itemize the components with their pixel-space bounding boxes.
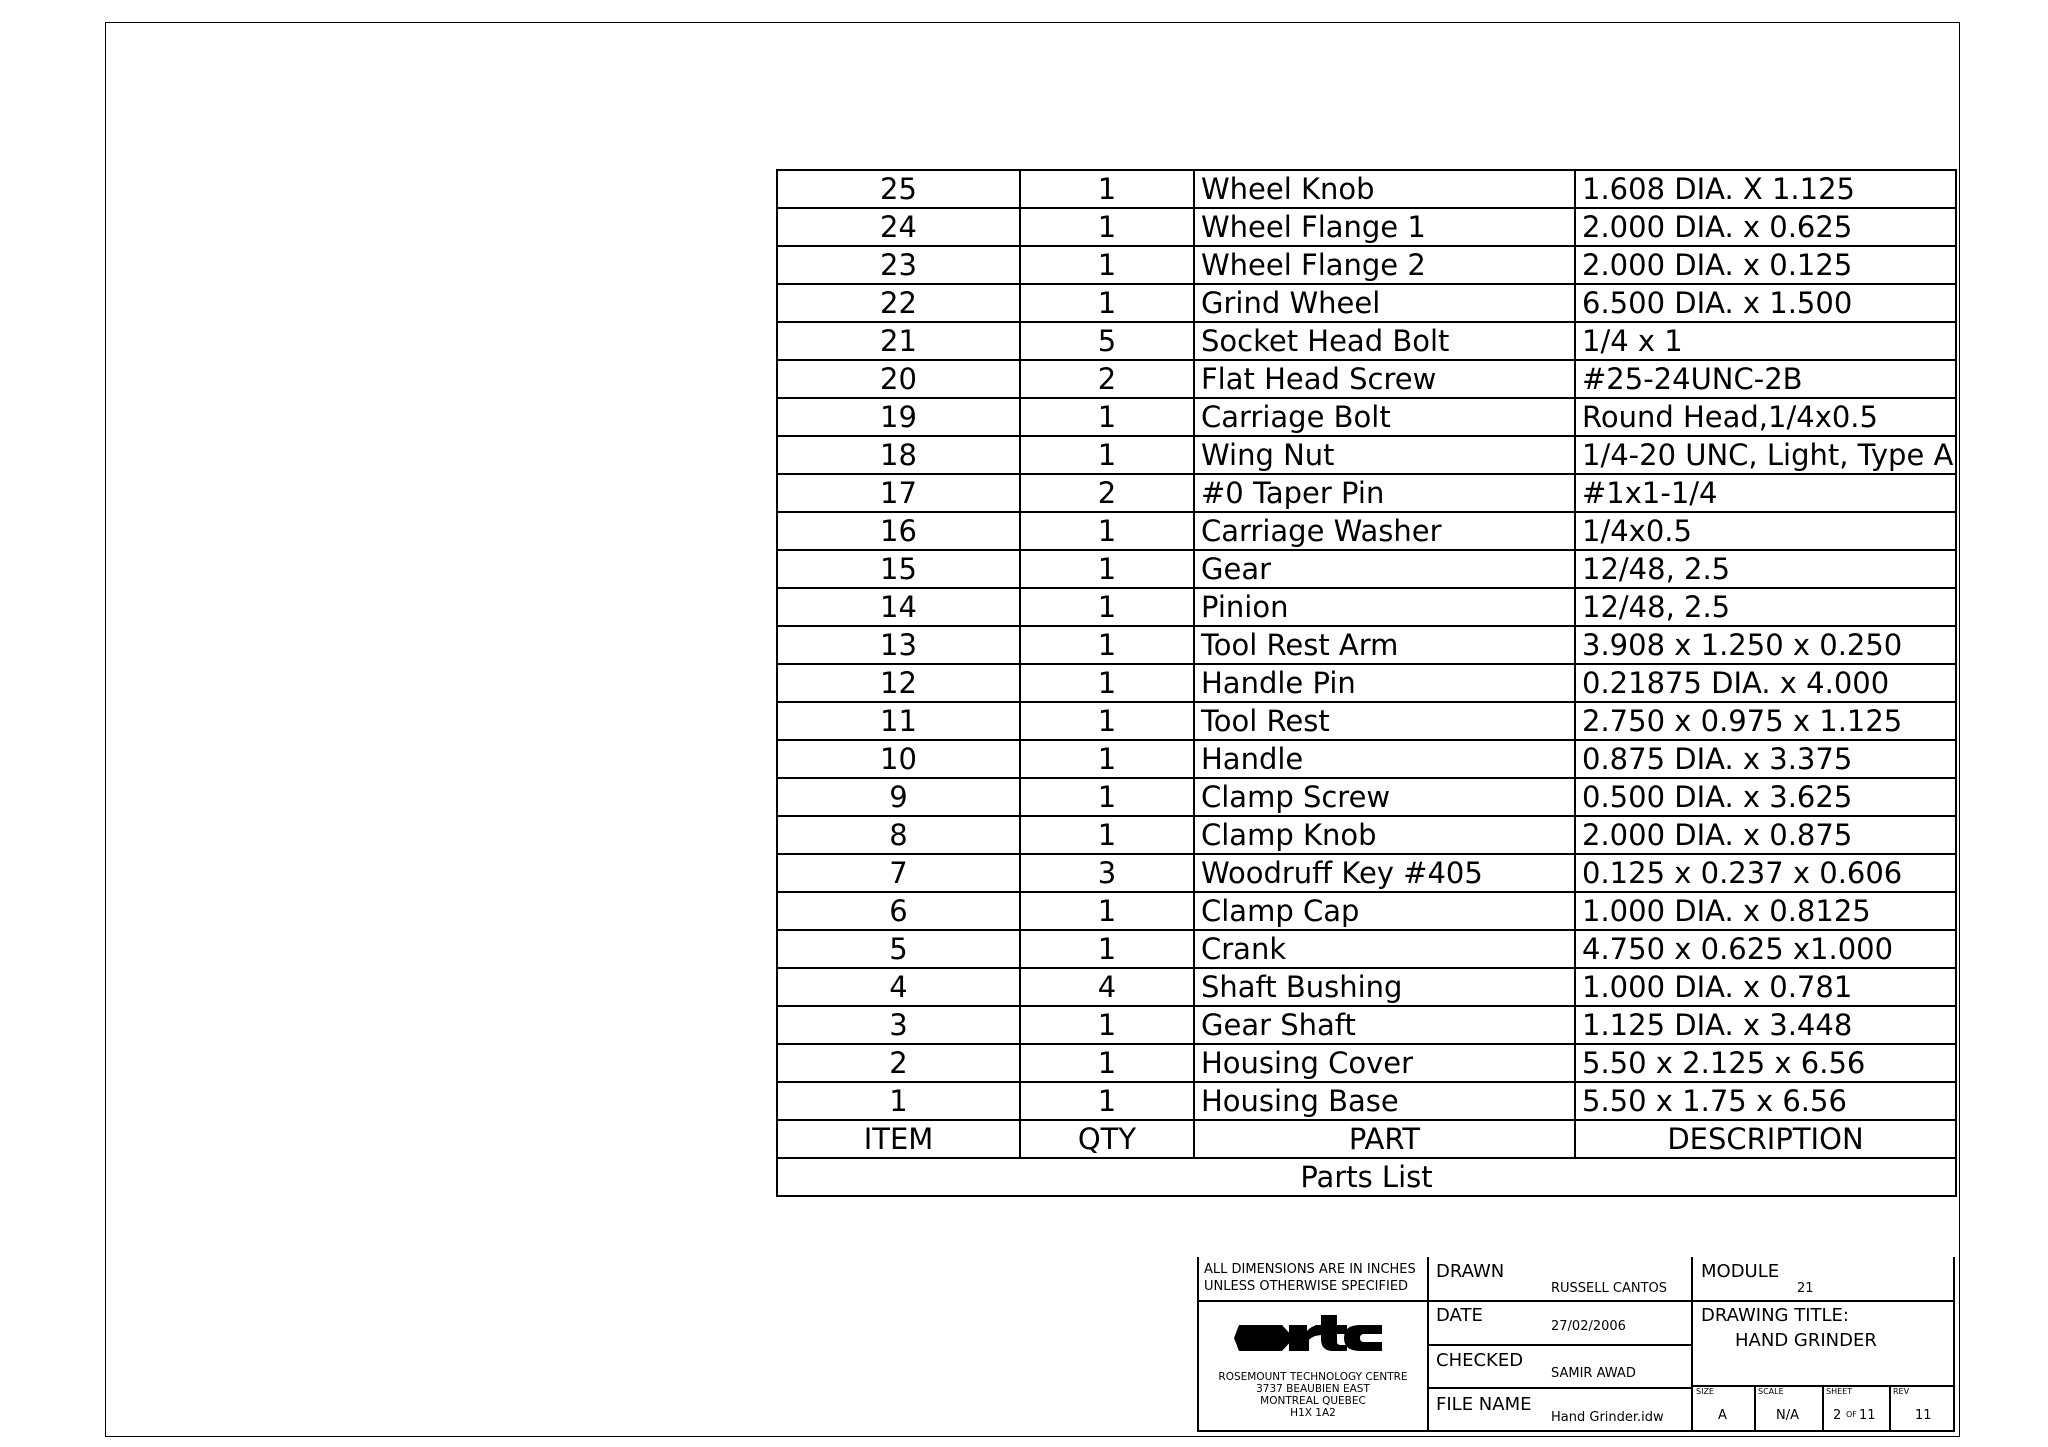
item-cell: 24 <box>777 208 1020 246</box>
size-value: A <box>1718 1408 1727 1423</box>
sheet-of: OF <box>1846 1410 1857 1419</box>
description-cell: 5.50 x 1.75 x 6.56 <box>1575 1082 1956 1120</box>
table-row <box>777 1082 1956 1120</box>
module-value: 21 <box>1797 1281 1814 1296</box>
qty-cell: 1 <box>1020 1044 1194 1082</box>
part-cell: Housing Cover <box>1194 1044 1575 1082</box>
drawn-label: DRAWN <box>1436 1261 1505 1282</box>
divider <box>1691 1257 1693 1432</box>
item-cell: 1 <box>777 1082 1020 1120</box>
qty-cell: 2 <box>1020 360 1194 398</box>
part-cell: Carriage Bolt <box>1194 398 1575 436</box>
table-row <box>777 284 1956 322</box>
table-row <box>777 360 1956 398</box>
item-cell: 11 <box>777 702 1020 740</box>
scale-label: SCALE <box>1758 1387 1784 1396</box>
item-cell: 6 <box>777 892 1020 930</box>
qty-cell: 1 <box>1020 1006 1194 1044</box>
description-cell: 0.500 DIA. x 3.625 <box>1575 778 1956 816</box>
header-part: PART <box>1194 1120 1575 1158</box>
part-cell: Grind Wheel <box>1194 284 1575 322</box>
qty-cell: 1 <box>1020 740 1194 778</box>
qty-cell: 1 <box>1020 512 1194 550</box>
qty-cell: 1 <box>1020 436 1194 474</box>
qty-cell: 4 <box>1020 968 1194 1006</box>
checked-value: SAMIR AWAD <box>1551 1366 1636 1381</box>
divider <box>1822 1385 1824 1432</box>
part-cell: Wheel Flange 2 <box>1194 246 1575 284</box>
part-cell: Tool Rest <box>1194 702 1575 740</box>
description-cell: #25-24UNC-2B <box>1575 360 1956 398</box>
table-row <box>777 626 1956 664</box>
table-row <box>777 170 1956 208</box>
part-cell: Flat Head Screw <box>1194 360 1575 398</box>
qty-cell: 1 <box>1020 930 1194 968</box>
description-cell: 1/4 x 1 <box>1575 322 1956 360</box>
item-cell: 2 <box>777 1044 1020 1082</box>
qty-cell: 1 <box>1020 778 1194 816</box>
sheet-label: SHEET <box>1826 1387 1853 1396</box>
part-cell: Clamp Cap <box>1194 892 1575 930</box>
address-line-1: ROSEMOUNT TECHNOLOGY CENTRE <box>1218 1371 1408 1383</box>
qty-cell: 2 <box>1020 474 1194 512</box>
dimensions-note-line2: UNLESS OTHERWISE SPECIFIED <box>1204 1279 1409 1294</box>
part-cell: Wing Nut <box>1194 436 1575 474</box>
table-row <box>777 436 1956 474</box>
table-row <box>777 208 1956 246</box>
description-cell: 2.000 DIA. x 0.875 <box>1575 816 1956 854</box>
item-cell: 23 <box>777 246 1020 284</box>
parts-list-header-row <box>777 1120 1956 1158</box>
description-cell: 2.000 DIA. x 0.625 <box>1575 208 1956 246</box>
description-cell: 2.000 DIA. x 0.125 <box>1575 246 1956 284</box>
item-cell: 19 <box>777 398 1020 436</box>
item-cell: 4 <box>777 968 1020 1006</box>
qty-cell: 1 <box>1020 208 1194 246</box>
table-row <box>777 588 1956 626</box>
part-cell: Shaft Bushing <box>1194 968 1575 1006</box>
table-row <box>777 664 1956 702</box>
part-cell: Clamp Screw <box>1194 778 1575 816</box>
file-name-label: FILE NAME <box>1436 1394 1532 1415</box>
table-row <box>777 398 1956 436</box>
item-cell: 14 <box>777 588 1020 626</box>
description-cell: 4.750 x 0.625 x1.000 <box>1575 930 1956 968</box>
qty-cell: 1 <box>1020 550 1194 588</box>
description-cell: 0.875 DIA. x 3.375 <box>1575 740 1956 778</box>
drawing-title-value: HAND GRINDER <box>1735 1330 1877 1351</box>
divider <box>1754 1385 1756 1432</box>
description-cell: 3.908 x 1.250 x 0.250 <box>1575 626 1956 664</box>
part-cell: Woodruff Key #405 <box>1194 854 1575 892</box>
item-cell: 3 <box>777 1006 1020 1044</box>
qty-cell: 5 <box>1020 322 1194 360</box>
header-qty: QTY <box>1020 1120 1194 1158</box>
description-cell: 12/48, 2.5 <box>1575 588 1956 626</box>
module-label: MODULE <box>1701 1261 1780 1282</box>
table-row <box>777 512 1956 550</box>
part-cell: Crank <box>1194 930 1575 968</box>
date-value: 27/02/2006 <box>1551 1319 1626 1334</box>
description-cell: 1.000 DIA. x 0.781 <box>1575 968 1956 1006</box>
qty-cell: 1 <box>1020 892 1194 930</box>
item-cell: 9 <box>777 778 1020 816</box>
table-row <box>777 246 1956 284</box>
divider <box>1199 1300 1955 1302</box>
parts-list-caption-row <box>777 1158 1956 1196</box>
table-row <box>777 778 1956 816</box>
item-cell: 25 <box>777 170 1020 208</box>
qty-cell: 1 <box>1020 1082 1194 1120</box>
part-cell: Gear <box>1194 550 1575 588</box>
part-cell: Gear Shaft <box>1194 1006 1575 1044</box>
table-row <box>777 930 1956 968</box>
description-cell: 0.125 x 0.237 x 0.606 <box>1575 854 1956 892</box>
title-block <box>1197 1257 1955 1432</box>
table-row <box>777 968 1956 1006</box>
description-cell: 1.608 DIA. X 1.125 <box>1575 170 1956 208</box>
qty-cell: 1 <box>1020 170 1194 208</box>
dimensions-note-line1: ALL DIMENSIONS ARE IN INCHES <box>1204 1262 1416 1277</box>
item-cell: 8 <box>777 816 1020 854</box>
part-cell: Wheel Knob <box>1194 170 1575 208</box>
table-row <box>777 892 1956 930</box>
rtc-logo <box>1234 1307 1384 1369</box>
description-cell: 12/48, 2.5 <box>1575 550 1956 588</box>
part-cell: Housing Base <box>1194 1082 1575 1120</box>
table-row <box>777 474 1956 512</box>
qty-cell: 1 <box>1020 702 1194 740</box>
drawing-title-label: DRAWING TITLE: <box>1701 1305 1849 1326</box>
part-cell: Handle Pin <box>1194 664 1575 702</box>
part-cell: Tool Rest Arm <box>1194 626 1575 664</box>
description-cell: Round Head,1/4x0.5 <box>1575 398 1956 436</box>
item-cell: 10 <box>777 740 1020 778</box>
part-cell: Handle <box>1194 740 1575 778</box>
parts-list-body <box>777 170 1956 1120</box>
date-label: DATE <box>1436 1305 1483 1326</box>
part-cell: Clamp Knob <box>1194 816 1575 854</box>
item-cell: 13 <box>777 626 1020 664</box>
item-cell: 7 <box>777 854 1020 892</box>
description-cell: 1/4-20 UNC, Light, Type A <box>1575 436 1956 474</box>
qty-cell: 1 <box>1020 284 1194 322</box>
item-cell: 18 <box>777 436 1020 474</box>
qty-cell: 1 <box>1020 664 1194 702</box>
table-row <box>777 702 1956 740</box>
header-description: DESCRIPTION <box>1575 1120 1956 1158</box>
parts-list-caption: Parts List <box>777 1158 1956 1196</box>
description-cell: 1.000 DIA. x 0.8125 <box>1575 892 1956 930</box>
part-cell: Carriage Washer <box>1194 512 1575 550</box>
table-row <box>777 322 1956 360</box>
description-cell: 1.125 DIA. x 3.448 <box>1575 1006 1956 1044</box>
drawn-value: RUSSELL CANTOS <box>1551 1281 1668 1296</box>
qty-cell: 1 <box>1020 398 1194 436</box>
parts-list-table <box>776 169 1957 1197</box>
divider <box>1427 1387 1691 1389</box>
address-line-2: 3737 BEAUBIEN EAST <box>1256 1383 1370 1395</box>
qty-cell: 1 <box>1020 588 1194 626</box>
description-cell: 0.21875 DIA. x 4.000 <box>1575 664 1956 702</box>
item-cell: 21 <box>777 322 1020 360</box>
description-cell: 6.500 DIA. x 1.500 <box>1575 284 1956 322</box>
divider <box>1427 1344 1691 1346</box>
table-row <box>777 740 1956 778</box>
sheet-total: 11 <box>1859 1408 1876 1423</box>
table-row <box>777 816 1956 854</box>
description-cell: 5.50 x 2.125 x 6.56 <box>1575 1044 1956 1082</box>
sheet-value: 2 <box>1833 1408 1842 1423</box>
description-cell: #1x1-1/4 <box>1575 474 1956 512</box>
item-cell: 16 <box>777 512 1020 550</box>
qty-cell: 1 <box>1020 816 1194 854</box>
item-cell: 15 <box>777 550 1020 588</box>
item-cell: 20 <box>777 360 1020 398</box>
header-item: ITEM <box>777 1120 1020 1158</box>
address-line-4: H1X 1A2 <box>1290 1407 1336 1419</box>
qty-cell: 1 <box>1020 246 1194 284</box>
part-cell: Pinion <box>1194 588 1575 626</box>
part-cell: Wheel Flange 1 <box>1194 208 1575 246</box>
item-cell: 12 <box>777 664 1020 702</box>
qty-cell: 3 <box>1020 854 1194 892</box>
item-cell: 5 <box>777 930 1020 968</box>
part-cell: #0 Taper Pin <box>1194 474 1575 512</box>
qty-cell: 1 <box>1020 626 1194 664</box>
item-cell: 17 <box>777 474 1020 512</box>
checked-label: CHECKED <box>1436 1350 1524 1371</box>
table-row <box>777 550 1956 588</box>
description-cell: 2.750 x 0.975 x 1.125 <box>1575 702 1956 740</box>
description-cell: 1/4x0.5 <box>1575 512 1956 550</box>
file-name-value: Hand Grinder.idw <box>1551 1410 1664 1425</box>
size-label: SIZE <box>1696 1387 1714 1396</box>
rev-label: REV <box>1893 1387 1910 1396</box>
item-cell: 22 <box>777 284 1020 322</box>
part-cell: Socket Head Bolt <box>1194 322 1575 360</box>
table-row <box>777 854 1956 892</box>
scale-value: N/A <box>1776 1408 1799 1423</box>
table-row <box>777 1006 1956 1044</box>
address-line-3: MONTREAL QUEBEC <box>1260 1395 1366 1407</box>
table-row <box>777 1044 1956 1082</box>
rev-value: 11 <box>1915 1408 1932 1423</box>
divider <box>1889 1385 1891 1432</box>
